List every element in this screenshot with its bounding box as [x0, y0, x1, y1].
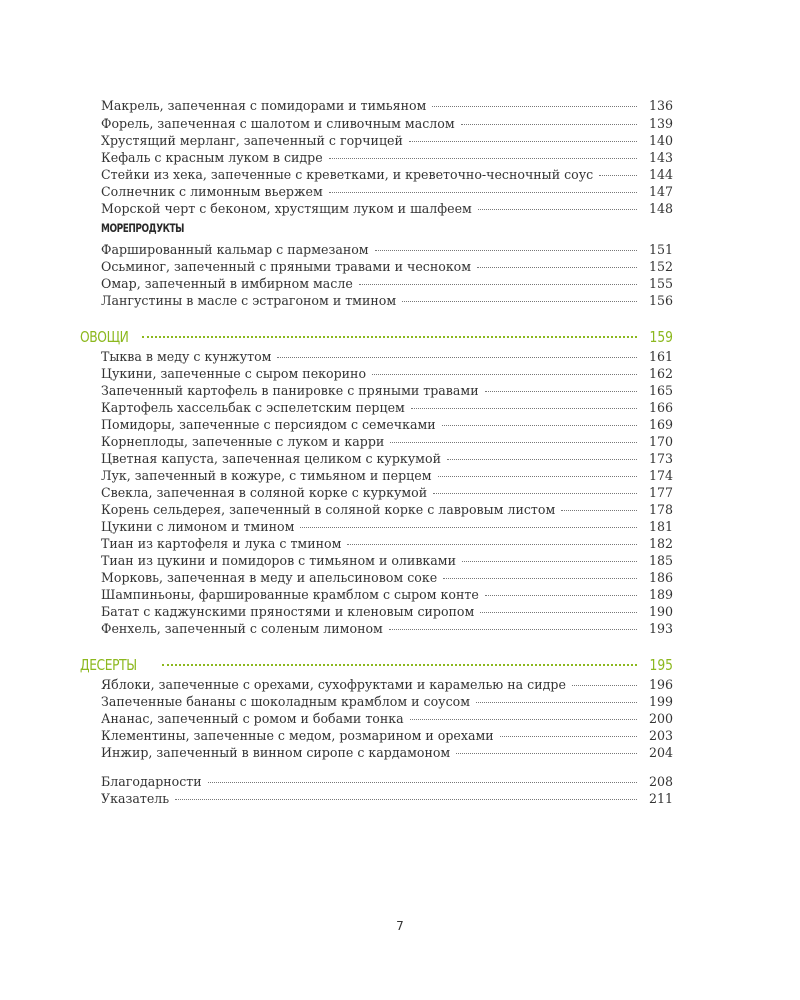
- dot-leader: [478, 209, 637, 210]
- dot-leader: [390, 442, 637, 443]
- toc-entry-page: 211: [648, 791, 673, 806]
- dot-leader: [485, 595, 637, 596]
- toc-entry-page: 148: [648, 201, 673, 216]
- toc-entry-title: Цукини, запеченные с сыром пекорино: [101, 366, 367, 381]
- dot-leader: [175, 799, 637, 800]
- toc-entry[interactable]: [101, 710, 673, 728]
- toc-entry-page: 181: [648, 519, 673, 534]
- toc-entry-page: 186: [648, 570, 673, 585]
- toc-entry-title: Форель, запеченная с шалотом и сливочным маслом: [101, 116, 455, 131]
- dot-leader: [208, 782, 637, 783]
- toc-entry-title: Фаршированный кальмар с пармезаном: [101, 242, 369, 257]
- toc-entry-page: 196: [648, 677, 673, 692]
- toc-entry-page: 203: [648, 728, 673, 743]
- toc-entry-page: 152: [648, 259, 673, 274]
- toc-entry-title: Макрель, запеченная с помидорами и тимьяном: [101, 98, 427, 113]
- dot-leader: [438, 476, 637, 477]
- toc-entry-title: Лук, запеченный в кожуре, с тимьяном и перцем: [101, 468, 432, 483]
- toc-entry[interactable]: [101, 620, 673, 638]
- toc-entry[interactable]: [101, 292, 673, 310]
- toc-entry-page: 151: [648, 242, 673, 257]
- dot-leader: [480, 612, 637, 613]
- toc-entry[interactable]: [101, 382, 673, 400]
- toc-entry[interactable]: [101, 132, 673, 150]
- dot-leader: [347, 544, 637, 545]
- dot-leader: [432, 106, 637, 107]
- dot-leader: [409, 141, 637, 142]
- toc-entry-page: 165: [648, 383, 673, 398]
- toc-entry-page: 136: [648, 98, 673, 113]
- dot-leader: [372, 374, 637, 375]
- toc-entry[interactable]: [101, 693, 673, 711]
- dot-leader: [476, 702, 637, 703]
- toc-entry[interactable]: [101, 501, 673, 519]
- toc-entry[interactable]: [101, 790, 673, 808]
- dot-leader: [329, 158, 637, 159]
- toc-entry[interactable]: [101, 97, 673, 115]
- subsection-heading: МОРЕПРОДУКТЫ: [101, 221, 184, 235]
- toc-entry-page: 155: [648, 276, 673, 291]
- toc-entry-title: Фенхель, запеченный с соленым лимоном: [101, 621, 383, 636]
- toc-entry-title: Клементины, запеченные с медом, розмарином и орехами: [101, 728, 494, 743]
- toc-entry[interactable]: [101, 416, 673, 434]
- toc-entry[interactable]: [101, 241, 673, 259]
- dot-leader: [477, 267, 637, 268]
- toc-entry-title: Указатель: [101, 791, 170, 806]
- section-title: ОВОЩИ: [80, 328, 129, 346]
- toc-entry-title: Помидоры, запеченные с персиядом с семечками: [101, 417, 436, 432]
- toc-entry[interactable]: [101, 450, 673, 468]
- toc-entry-title: Морковь, запеченная в меду и апельсиновом соке: [101, 570, 438, 585]
- toc-entry[interactable]: [101, 258, 673, 276]
- dot-leader: [500, 736, 637, 737]
- toc-entry-page: 166: [648, 400, 673, 415]
- toc-entry-page: 208: [648, 774, 673, 789]
- toc-entry-title: Свекла, запеченная в соляной корке с куркумой: [101, 485, 428, 500]
- dot-leader: [142, 336, 637, 338]
- toc-entry[interactable]: [101, 518, 673, 536]
- toc-entry[interactable]: [101, 200, 673, 218]
- dot-leader: [433, 493, 637, 494]
- dot-leader: [442, 425, 637, 426]
- section-title: ДЕСЕРТЫ: [80, 656, 137, 674]
- toc-entry-page: 140: [648, 133, 673, 148]
- toc-entry-page: 189: [648, 587, 673, 602]
- toc-entry-title: Цукини с лимоном и тмином: [101, 519, 295, 534]
- toc-entry[interactable]: [101, 275, 673, 293]
- toc-entry[interactable]: [101, 399, 673, 417]
- toc-entry[interactable]: [101, 484, 673, 502]
- dot-leader: [402, 301, 637, 302]
- dot-leader: [485, 391, 637, 392]
- toc-entry-page: 185: [648, 553, 673, 568]
- toc-entry[interactable]: [101, 467, 673, 485]
- dot-leader: [389, 629, 637, 630]
- dot-leader: [375, 250, 637, 251]
- toc-entry[interactable]: [101, 569, 673, 587]
- toc-entry[interactable]: [101, 183, 673, 201]
- toc-entry-title: Цветная капуста, запеченная целиком с куркумой: [101, 451, 441, 466]
- toc-entry[interactable]: [101, 535, 673, 553]
- toc-entry-page: 200: [648, 711, 673, 726]
- toc-entry-page: 177: [648, 485, 673, 500]
- toc-entry-page: 143: [648, 150, 673, 165]
- toc-entry[interactable]: [101, 603, 673, 621]
- toc-entry[interactable]: [101, 115, 673, 133]
- toc-entry-page: 162: [648, 366, 673, 381]
- toc-entry-title: Хрустящий мерланг, запеченный с горчицей: [101, 133, 403, 148]
- toc-entry[interactable]: [101, 744, 673, 762]
- toc-entry-title: Запеченный картофель в панировке с пряными травами: [101, 383, 479, 398]
- dot-leader: [572, 685, 637, 686]
- toc-entry-title: Солнечник с лимонным вьержем: [101, 184, 323, 199]
- toc-entry-page: 139: [648, 116, 673, 131]
- toc-entry-page: 204: [648, 745, 673, 760]
- toc-entry-title: Тиан из цукини и помидоров с тимьяном и оливками: [101, 553, 456, 568]
- toc-entry-page: 169: [648, 417, 673, 432]
- section-heading-vegetables[interactable]: [80, 326, 673, 348]
- toc-entry-page: 170: [648, 434, 673, 449]
- toc-entry-title: Корнеплоды, запеченные с луком и карри: [101, 434, 385, 449]
- dot-leader: [410, 719, 637, 720]
- toc-entry-page: 147: [648, 184, 673, 199]
- dot-leader: [277, 357, 637, 358]
- dot-leader: [462, 561, 637, 562]
- toc-entry-page: 190: [648, 604, 673, 619]
- toc-entry-title: Картофель хассельбак с эспелетским перцем: [101, 400, 405, 415]
- toc-entry-title: Корень сельдерея, запеченный в соляной корке с лавровым листом: [101, 502, 556, 517]
- toc-entry[interactable]: [101, 365, 673, 383]
- toc-entry-page: 193: [648, 621, 673, 636]
- page-number: 7: [396, 919, 404, 933]
- toc-entry-title: Запеченные бананы с шоколадным крамблом и соусом: [101, 694, 471, 709]
- dot-leader: [359, 284, 637, 285]
- toc-entry-page: 174: [648, 468, 673, 483]
- toc-entry-title: Инжир, запеченный в винном сиропе с кардамоном: [101, 745, 451, 760]
- toc-entry[interactable]: [101, 166, 673, 184]
- dot-leader: [443, 578, 637, 579]
- toc-entry[interactable]: [101, 149, 673, 167]
- dot-leader: [329, 192, 637, 193]
- toc-entry-page: 156: [648, 293, 673, 308]
- toc-entry-title: Стейки из хека, запеченные с креветками, и креветочно-чесночный соус: [101, 167, 594, 182]
- toc-entry-title: Шампиньоны, фаршированные крамблом с сыром конте: [101, 587, 479, 602]
- toc-entry-page: 161: [648, 349, 673, 364]
- dot-leader: [456, 753, 637, 754]
- toc-entry-page: 178: [648, 502, 673, 517]
- toc-entry[interactable]: [101, 676, 673, 694]
- dot-leader: [599, 175, 637, 176]
- toc-entry-title: Тыква в меду с кунжутом: [101, 349, 272, 364]
- dot-leader: [561, 510, 637, 511]
- toc-entry[interactable]: [101, 552, 673, 570]
- toc-entry[interactable]: [101, 773, 673, 791]
- section-page: 159: [649, 328, 673, 346]
- dot-leader: [411, 408, 637, 409]
- toc-entry-title: Батат с каджунскими пряностями и кленовым сиропом: [101, 604, 475, 619]
- toc-entry-page: 144: [648, 167, 673, 182]
- toc-entry-title: Благодарности: [101, 774, 202, 789]
- dot-leader: [162, 664, 637, 666]
- toc-entry[interactable]: [101, 727, 673, 745]
- toc-entry[interactable]: [101, 586, 673, 604]
- toc-entry[interactable]: [101, 433, 673, 451]
- section-page: 195: [649, 656, 673, 674]
- toc-entry-page: 182: [648, 536, 673, 551]
- toc-entry-title: Омар, запеченный в имбирном масле: [101, 276, 353, 291]
- dot-leader: [300, 527, 637, 528]
- toc-entry-title: Лангустины в масле с эстрагоном и тмином: [101, 293, 397, 308]
- toc-entry-title: Ананас, запеченный с ромом и бобами тонка: [101, 711, 404, 726]
- toc-entry[interactable]: [101, 348, 673, 366]
- toc-entry-page: 199: [648, 694, 673, 709]
- dot-leader: [447, 459, 637, 460]
- toc-entry-page: 173: [648, 451, 673, 466]
- toc-entry-title: Осьминог, запеченный с пряными травами и чесноком: [101, 259, 472, 274]
- toc-entry-title: Морской черт с беконом, хрустящим луком и шалфеем: [101, 201, 472, 216]
- dot-leader: [461, 124, 637, 125]
- toc-entry-title: Кефаль с красным луком в сидре: [101, 150, 323, 165]
- section-heading-desserts[interactable]: [80, 654, 673, 676]
- toc-entry-title: Тиан из картофеля и лука с тмином: [101, 536, 342, 551]
- toc-entry-title: Яблоки, запеченные с орехами, сухофруктами и карамелью на сидре: [101, 677, 566, 692]
